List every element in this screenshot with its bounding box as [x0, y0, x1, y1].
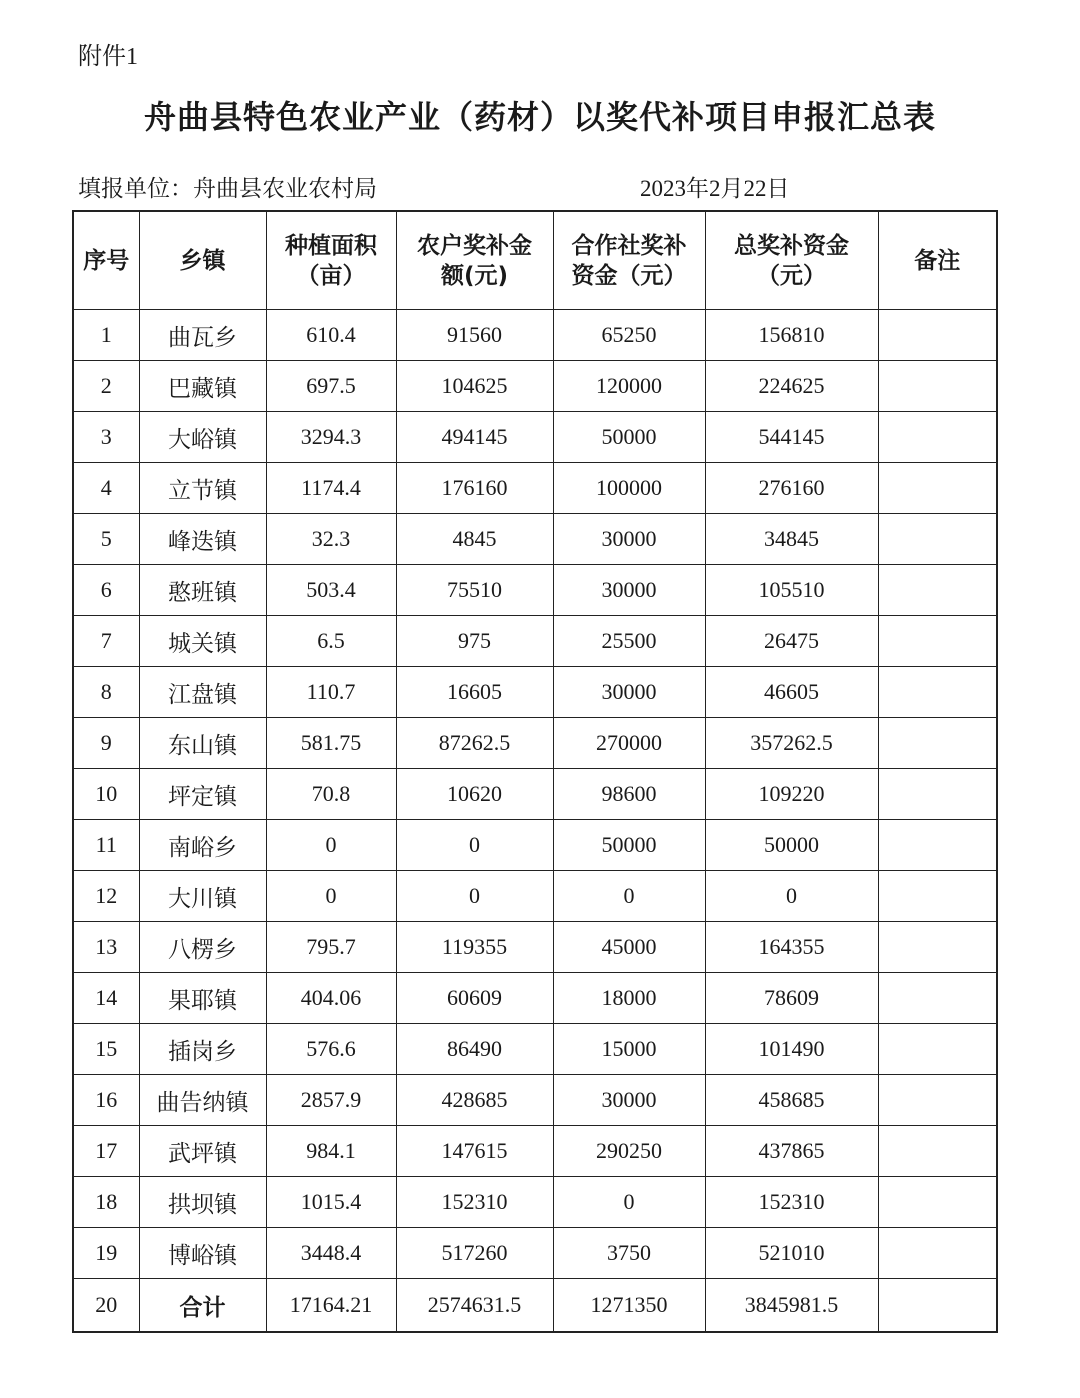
- table-row: [73, 667, 997, 718]
- cell-farmer-subsidy: 975: [396, 616, 553, 667]
- cell-farmer-subsidy: 152310: [396, 1177, 553, 1228]
- header-town: 乡镇: [139, 211, 266, 310]
- cell-town: 立节镇: [139, 463, 266, 514]
- cell-area: 576.6: [266, 1024, 396, 1075]
- cell-area: 697.5: [266, 361, 396, 412]
- table-row: [73, 1126, 997, 1177]
- cell-seq: 16: [73, 1075, 139, 1126]
- cell-coop-subsidy: 30000: [553, 514, 705, 565]
- cell-total-subsidy: 34845: [705, 514, 878, 565]
- cell-town: 巴藏镇: [139, 361, 266, 412]
- cell-area: 1015.4: [266, 1177, 396, 1228]
- table-row: [73, 1177, 997, 1228]
- cell-coop-subsidy: 98600: [553, 769, 705, 820]
- cell-farmer-subsidy: 87262.5: [396, 718, 553, 769]
- cell-farmer-subsidy: 10620: [396, 769, 553, 820]
- cell-town: 大川镇: [139, 871, 266, 922]
- cell-seq: 1: [73, 310, 139, 361]
- cell-total-subsidy: 3845981.5: [705, 1279, 878, 1333]
- cell-area: 1174.4: [266, 463, 396, 514]
- cell-coop-subsidy: 18000: [553, 973, 705, 1024]
- cell-seq: 11: [73, 820, 139, 871]
- cell-town: 城关镇: [139, 616, 266, 667]
- cell-coop-subsidy: 3750: [553, 1228, 705, 1279]
- cell-seq: 17: [73, 1126, 139, 1177]
- cell-total-subsidy: 101490: [705, 1024, 878, 1075]
- cell-area: 795.7: [266, 922, 396, 973]
- cell-area: 3294.3: [266, 412, 396, 463]
- table-row: [73, 1024, 997, 1075]
- cell-coop-subsidy: 290250: [553, 1126, 705, 1177]
- cell-seq: 19: [73, 1228, 139, 1279]
- cell-farmer-subsidy: 119355: [396, 922, 553, 973]
- cell-seq: 13: [73, 922, 139, 973]
- cell-farmer-subsidy: 428685: [396, 1075, 553, 1126]
- table-total-row: [73, 1279, 997, 1333]
- cell-farmer-subsidy: 2574631.5: [396, 1279, 553, 1333]
- cell-town: 南峪乡: [139, 820, 266, 871]
- table-body: [73, 310, 997, 1333]
- cell-total-subsidy: 458685: [705, 1075, 878, 1126]
- cell-town: 坪定镇: [139, 769, 266, 820]
- cell-area: 984.1: [266, 1126, 396, 1177]
- cell-note: [878, 769, 997, 820]
- table-header-row: [73, 211, 997, 310]
- cell-total-subsidy: 50000: [705, 820, 878, 871]
- summary-table: [72, 210, 998, 1333]
- table-row: [73, 412, 997, 463]
- cell-area: 0: [266, 871, 396, 922]
- cell-town: 拱坝镇: [139, 1177, 266, 1228]
- cell-area: 17164.21: [266, 1279, 396, 1333]
- cell-area: 110.7: [266, 667, 396, 718]
- cell-seq: 8: [73, 667, 139, 718]
- cell-total-subsidy: 109220: [705, 769, 878, 820]
- cell-area: 0: [266, 820, 396, 871]
- header-seq: 序号: [73, 211, 139, 310]
- header-notes: 备注: [878, 211, 997, 310]
- header-farmer-subsidy: 农户奖补金额(元): [396, 211, 553, 310]
- cell-town: 憨班镇: [139, 565, 266, 616]
- table-row: [73, 361, 997, 412]
- cell-total-subsidy: 357262.5: [705, 718, 878, 769]
- cell-note: [878, 361, 997, 412]
- cell-farmer-subsidy: 4845: [396, 514, 553, 565]
- report-date: 2023年2月22日: [640, 176, 790, 201]
- table-row: [73, 310, 997, 361]
- cell-total-subsidy: 521010: [705, 1228, 878, 1279]
- cell-note: [878, 871, 997, 922]
- cell-coop-subsidy: 50000: [553, 412, 705, 463]
- cell-total-subsidy: 224625: [705, 361, 878, 412]
- cell-note: [878, 1075, 997, 1126]
- cell-total-subsidy: 78609: [705, 973, 878, 1024]
- header-area: 种植面积（亩）: [266, 211, 396, 310]
- table-row: [73, 769, 997, 820]
- cell-total-subsidy: 26475: [705, 616, 878, 667]
- cell-town: 插岗乡: [139, 1024, 266, 1075]
- cell-coop-subsidy: 270000: [553, 718, 705, 769]
- cell-total-subsidy: 152310: [705, 1177, 878, 1228]
- cell-coop-subsidy: 65250: [553, 310, 705, 361]
- cell-total-subsidy: 46605: [705, 667, 878, 718]
- cell-area: 3448.4: [266, 1228, 396, 1279]
- cell-farmer-subsidy: 494145: [396, 412, 553, 463]
- cell-seq: 18: [73, 1177, 139, 1228]
- cell-farmer-subsidy: 0: [396, 820, 553, 871]
- cell-coop-subsidy: 120000: [553, 361, 705, 412]
- cell-seq: 10: [73, 769, 139, 820]
- cell-seq: 14: [73, 973, 139, 1024]
- cell-area: 581.75: [266, 718, 396, 769]
- header-total-subsidy: 总奖补资金（元）: [705, 211, 878, 310]
- cell-coop-subsidy: 0: [553, 1177, 705, 1228]
- cell-coop-subsidy: 0: [553, 871, 705, 922]
- cell-farmer-subsidy: 91560: [396, 310, 553, 361]
- cell-farmer-subsidy: 60609: [396, 973, 553, 1024]
- cell-farmer-subsidy: 176160: [396, 463, 553, 514]
- cell-farmer-subsidy: 16605: [396, 667, 553, 718]
- cell-area: 503.4: [266, 565, 396, 616]
- cell-town: 曲告纳镇: [139, 1075, 266, 1126]
- table-row: [73, 922, 997, 973]
- cell-note: [878, 514, 997, 565]
- cell-town: 曲瓦乡: [139, 310, 266, 361]
- cell-town: 八楞乡: [139, 922, 266, 973]
- cell-town: 果耶镇: [139, 973, 266, 1024]
- cell-note: [878, 463, 997, 514]
- cell-note: [878, 1279, 997, 1333]
- cell-area: 2857.9: [266, 1075, 396, 1126]
- cell-note: [878, 922, 997, 973]
- cell-seq: 20: [73, 1279, 139, 1333]
- cell-seq: 5: [73, 514, 139, 565]
- cell-coop-subsidy: 100000: [553, 463, 705, 514]
- cell-total-subsidy: 544145: [705, 412, 878, 463]
- cell-coop-subsidy: 15000: [553, 1024, 705, 1075]
- table-row: [73, 871, 997, 922]
- cell-note: [878, 310, 997, 361]
- table-row: [73, 514, 997, 565]
- cell-note: [878, 616, 997, 667]
- table-row: [73, 1075, 997, 1126]
- cell-seq: 15: [73, 1024, 139, 1075]
- cell-note: [878, 1126, 997, 1177]
- cell-area: 32.3: [266, 514, 396, 565]
- cell-coop-subsidy: 1271350: [553, 1279, 705, 1333]
- cell-note: [878, 667, 997, 718]
- attachment-label: 附件1: [78, 44, 138, 70]
- reporting-unit: 填报单位：舟曲县农业农村局: [78, 176, 377, 201]
- cell-area: 404.06: [266, 973, 396, 1024]
- cell-coop-subsidy: 30000: [553, 565, 705, 616]
- cell-seq: 12: [73, 871, 139, 922]
- cell-town: 武坪镇: [139, 1126, 266, 1177]
- cell-town: 峰迭镇: [139, 514, 266, 565]
- header-coop-subsidy: 合作社奖补资金（元）: [553, 211, 705, 310]
- cell-seq: 7: [73, 616, 139, 667]
- cell-farmer-subsidy: 147615: [396, 1126, 553, 1177]
- cell-farmer-subsidy: 0: [396, 871, 553, 922]
- cell-seq: 6: [73, 565, 139, 616]
- cell-coop-subsidy: 50000: [553, 820, 705, 871]
- cell-total-subsidy: 0: [705, 871, 878, 922]
- cell-area: 610.4: [266, 310, 396, 361]
- table-row: [73, 718, 997, 769]
- document-title: 舟曲县特色农业产业（药材）以奖代补项目申报汇总表: [143, 98, 936, 136]
- cell-farmer-subsidy: 75510: [396, 565, 553, 616]
- cell-town: 博峪镇: [139, 1228, 266, 1279]
- table-row: [73, 463, 997, 514]
- table-row: [73, 1228, 997, 1279]
- cell-note: [878, 565, 997, 616]
- cell-area: 70.8: [266, 769, 396, 820]
- table-row: [73, 565, 997, 616]
- cell-total-subsidy: 105510: [705, 565, 878, 616]
- cell-coop-subsidy: 25500: [553, 616, 705, 667]
- cell-town: 大峪镇: [139, 412, 266, 463]
- cell-total-subsidy: 156810: [705, 310, 878, 361]
- cell-town: 合计: [139, 1279, 266, 1333]
- cell-coop-subsidy: 45000: [553, 922, 705, 973]
- cell-note: [878, 1024, 997, 1075]
- table-row: [73, 616, 997, 667]
- cell-note: [878, 1177, 997, 1228]
- cell-coop-subsidy: 30000: [553, 667, 705, 718]
- cell-seq: 4: [73, 463, 139, 514]
- cell-coop-subsidy: 30000: [553, 1075, 705, 1126]
- cell-total-subsidy: 164355: [705, 922, 878, 973]
- table-row: [73, 820, 997, 871]
- cell-farmer-subsidy: 86490: [396, 1024, 553, 1075]
- cell-note: [878, 820, 997, 871]
- cell-seq: 9: [73, 718, 139, 769]
- cell-town: 江盘镇: [139, 667, 266, 718]
- cell-farmer-subsidy: 104625: [396, 361, 553, 412]
- cell-total-subsidy: 276160: [705, 463, 878, 514]
- cell-note: [878, 973, 997, 1024]
- table-row: [73, 973, 997, 1024]
- cell-seq: 2: [73, 361, 139, 412]
- cell-farmer-subsidy: 517260: [396, 1228, 553, 1279]
- cell-note: [878, 412, 997, 463]
- cell-town: 东山镇: [139, 718, 266, 769]
- cell-seq: 3: [73, 412, 139, 463]
- cell-total-subsidy: 437865: [705, 1126, 878, 1177]
- cell-area: 6.5: [266, 616, 396, 667]
- cell-note: [878, 718, 997, 769]
- cell-note: [878, 1228, 997, 1279]
